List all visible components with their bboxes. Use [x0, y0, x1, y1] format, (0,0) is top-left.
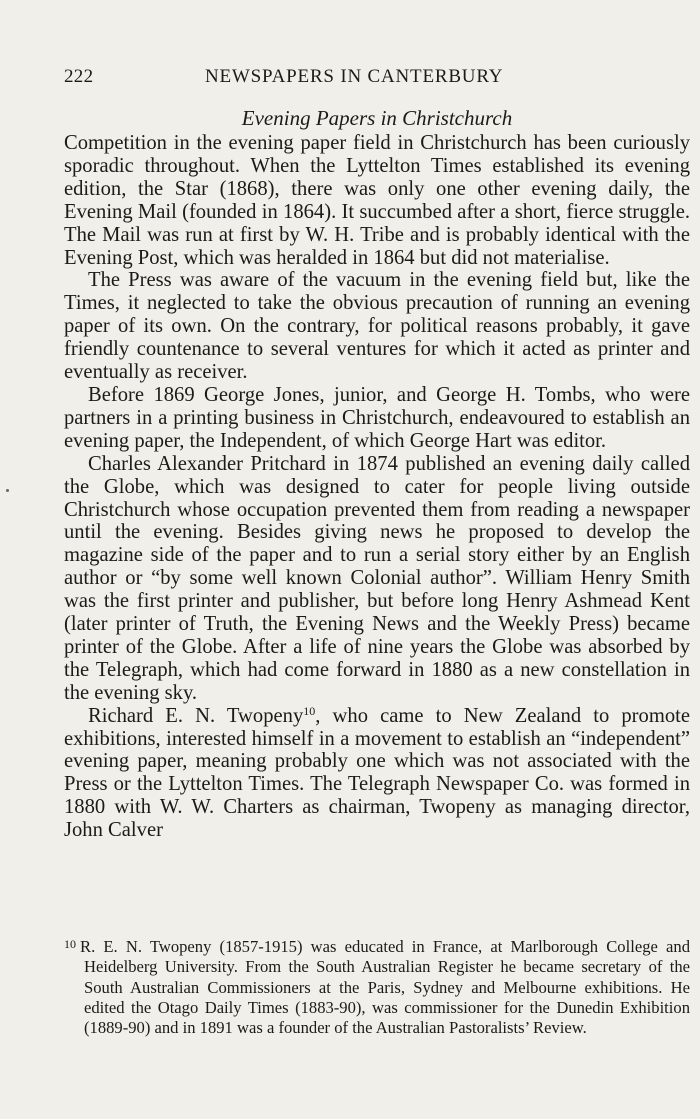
page-header: [64, 66, 690, 90]
body-text: [64, 132, 690, 842]
page-number: 222: [64, 66, 94, 87]
footnote-number: 10: [64, 937, 76, 951]
paragraph-text: Richard E. N. Twopeny: [88, 704, 304, 727]
paragraph: Before 1869 George Jones, junior, and George H. Tombs, who were partners in a printing business in Christchurch, endeavoured to establish an evening paper, the Independent, of which George Hart was editor.: [64, 383, 690, 452]
paragraph: [64, 705, 690, 842]
paragraph: Charles Alexander Pritchard in 1874 published an evening daily called the Globe, which was designed to cater for people living outside Christchurch whose occupation prevented them from reading a newspaper until the evening. Besides giving news he proposed to develop the magazine side of the paper and to run a serial story either by an English author or “by some well known Colonial author”. William Henry Smith was the first printer and publisher, but before long Henry Ashmead Kent (later printer of Truth, the Evening News and the Weekly Press) became printer of the Globe. After a life of nine years the Globe was absorbed by the Telegraph, which had come forward in 1880 as a new constellation in the evening sky.: [64, 452, 690, 704]
footnote-reference[interactable]: 10: [303, 703, 316, 718]
paragraph-text: , who came to New Zealand to promote exhibitions, interested himself in a movement to establish an “independent” evening paper, meaning probably one which was not associated with the Press or the Lyttelton Times. The Telegraph Newspaper Co. was formed in 1880 with W. W. Charters as chairman, Twopeny as managing director, John Calver: [64, 704, 690, 842]
paragraph: Competition in the evening paper field in Christchurch has been curiously sporadic throughout. When the Lyttelton Times established its evening edition, the Star (1868), there was only one other evening daily, the Evening Mail (founded in 1864). It succumbed after a short, fierce struggle. The Mail was run at first by W. H. Tribe and is probably identical with the Evening Post, which was heralded in 1864 but did not materialise.: [64, 132, 690, 269]
footnote-text: R. E. N. Twopeny (1857-1915) was educated in France, at Marlborough College and Heidelberg University. From the South Australian Register he became secretary of the South Australian Commissioners at the Paris, Sydney and Melbourne exhibitions. He edited the Otago Daily Times (1883-90), was commissioner for the Dunedin Exhibition (1889-90) and in 1891 was a founder of the Australian Pastoralists’ Review.: [80, 937, 690, 1038]
stray-ink-mark: [6, 489, 9, 492]
paragraph: The Press was aware of the vacuum in the evening field but, like the Times, it neglected to take the obvious precaution of running an evening paper of its own. On the contrary, for political reasons probably, it gave friendly countenance to several ventures for which it acted as printer and eventually as receiver.: [64, 269, 690, 384]
section-title: Evening Papers in Christchurch: [241, 106, 513, 130]
footnote: [64, 937, 690, 1038]
running-head: NEWSPAPERS IN CANTERBURY: [205, 66, 504, 87]
